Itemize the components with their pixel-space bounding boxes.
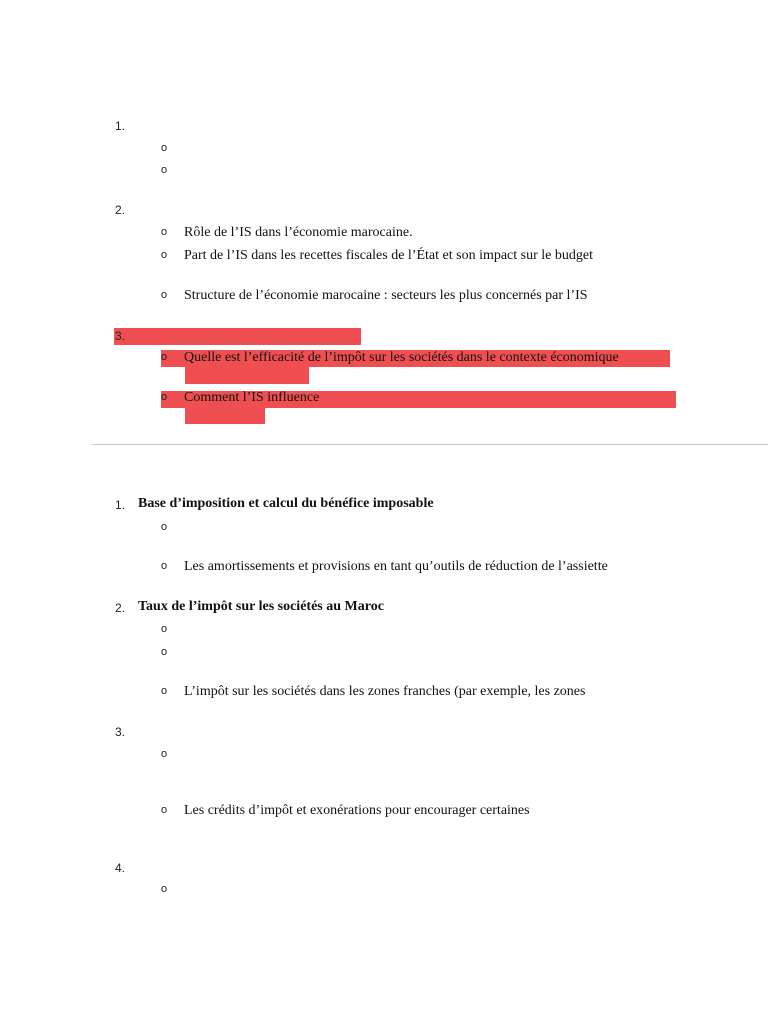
section-heading: Base d’imposition et calcul du bénéfice imposable — [138, 496, 434, 511]
bullet-marker: o — [161, 623, 168, 635]
bullet-marker: o — [161, 249, 168, 261]
bullet-marker: o — [161, 164, 168, 176]
bullet-marker: o — [161, 521, 168, 533]
bullet-marker: o — [161, 748, 168, 760]
list-number: 2. — [115, 203, 126, 217]
bullet-marker: o — [161, 560, 168, 572]
section-divider — [92, 444, 768, 445]
bullet-marker: o — [161, 226, 168, 238]
section-heading: Taux de l’impôt sur les sociétés au Maroc — [138, 599, 384, 614]
highlight-bar — [185, 408, 265, 424]
list-item-text: Quelle est l’efficacité de l’impôt sur les sociétés dans le contexte économique — [184, 350, 619, 365]
list-item-text: Rôle de l’IS dans l’économie marocaine. — [184, 225, 413, 240]
list-item-text: Comment l’IS influence — [184, 390, 320, 405]
bullet-marker: o — [161, 351, 168, 363]
list-item-text: Les crédits d’impôt et exonérations pour encourager certaines — [184, 803, 530, 818]
bullet-marker: o — [161, 142, 168, 154]
bullet-marker: o — [161, 883, 168, 895]
list-number: 1. — [115, 498, 126, 512]
list-number: 3. — [115, 725, 126, 739]
list-item-text: Part de l’IS dans les recettes fiscales de l’État et son impact sur le budget — [184, 248, 593, 263]
list-item-text: Les amortissements et provisions en tant qu’outils de réduction de l’assiette — [184, 559, 608, 574]
bullet-marker: o — [161, 289, 168, 301]
list-item-text: Structure de l’économie marocaine : secteurs les plus concernés par l’IS — [184, 288, 588, 303]
list-item-text: L’impôt sur les sociétés dans les zones franches (par exemple, les zones — [184, 684, 586, 699]
bullet-marker: o — [161, 685, 168, 697]
list-number: 2. — [115, 601, 126, 615]
list-number: 3. — [115, 329, 126, 343]
bullet-marker: o — [161, 804, 168, 816]
list-number: 4. — [115, 861, 126, 875]
highlight-bar — [114, 328, 361, 345]
bullet-marker: o — [161, 391, 168, 403]
bullet-marker: o — [161, 646, 168, 658]
list-number: 1. — [115, 119, 126, 133]
highlight-bar — [185, 367, 309, 384]
